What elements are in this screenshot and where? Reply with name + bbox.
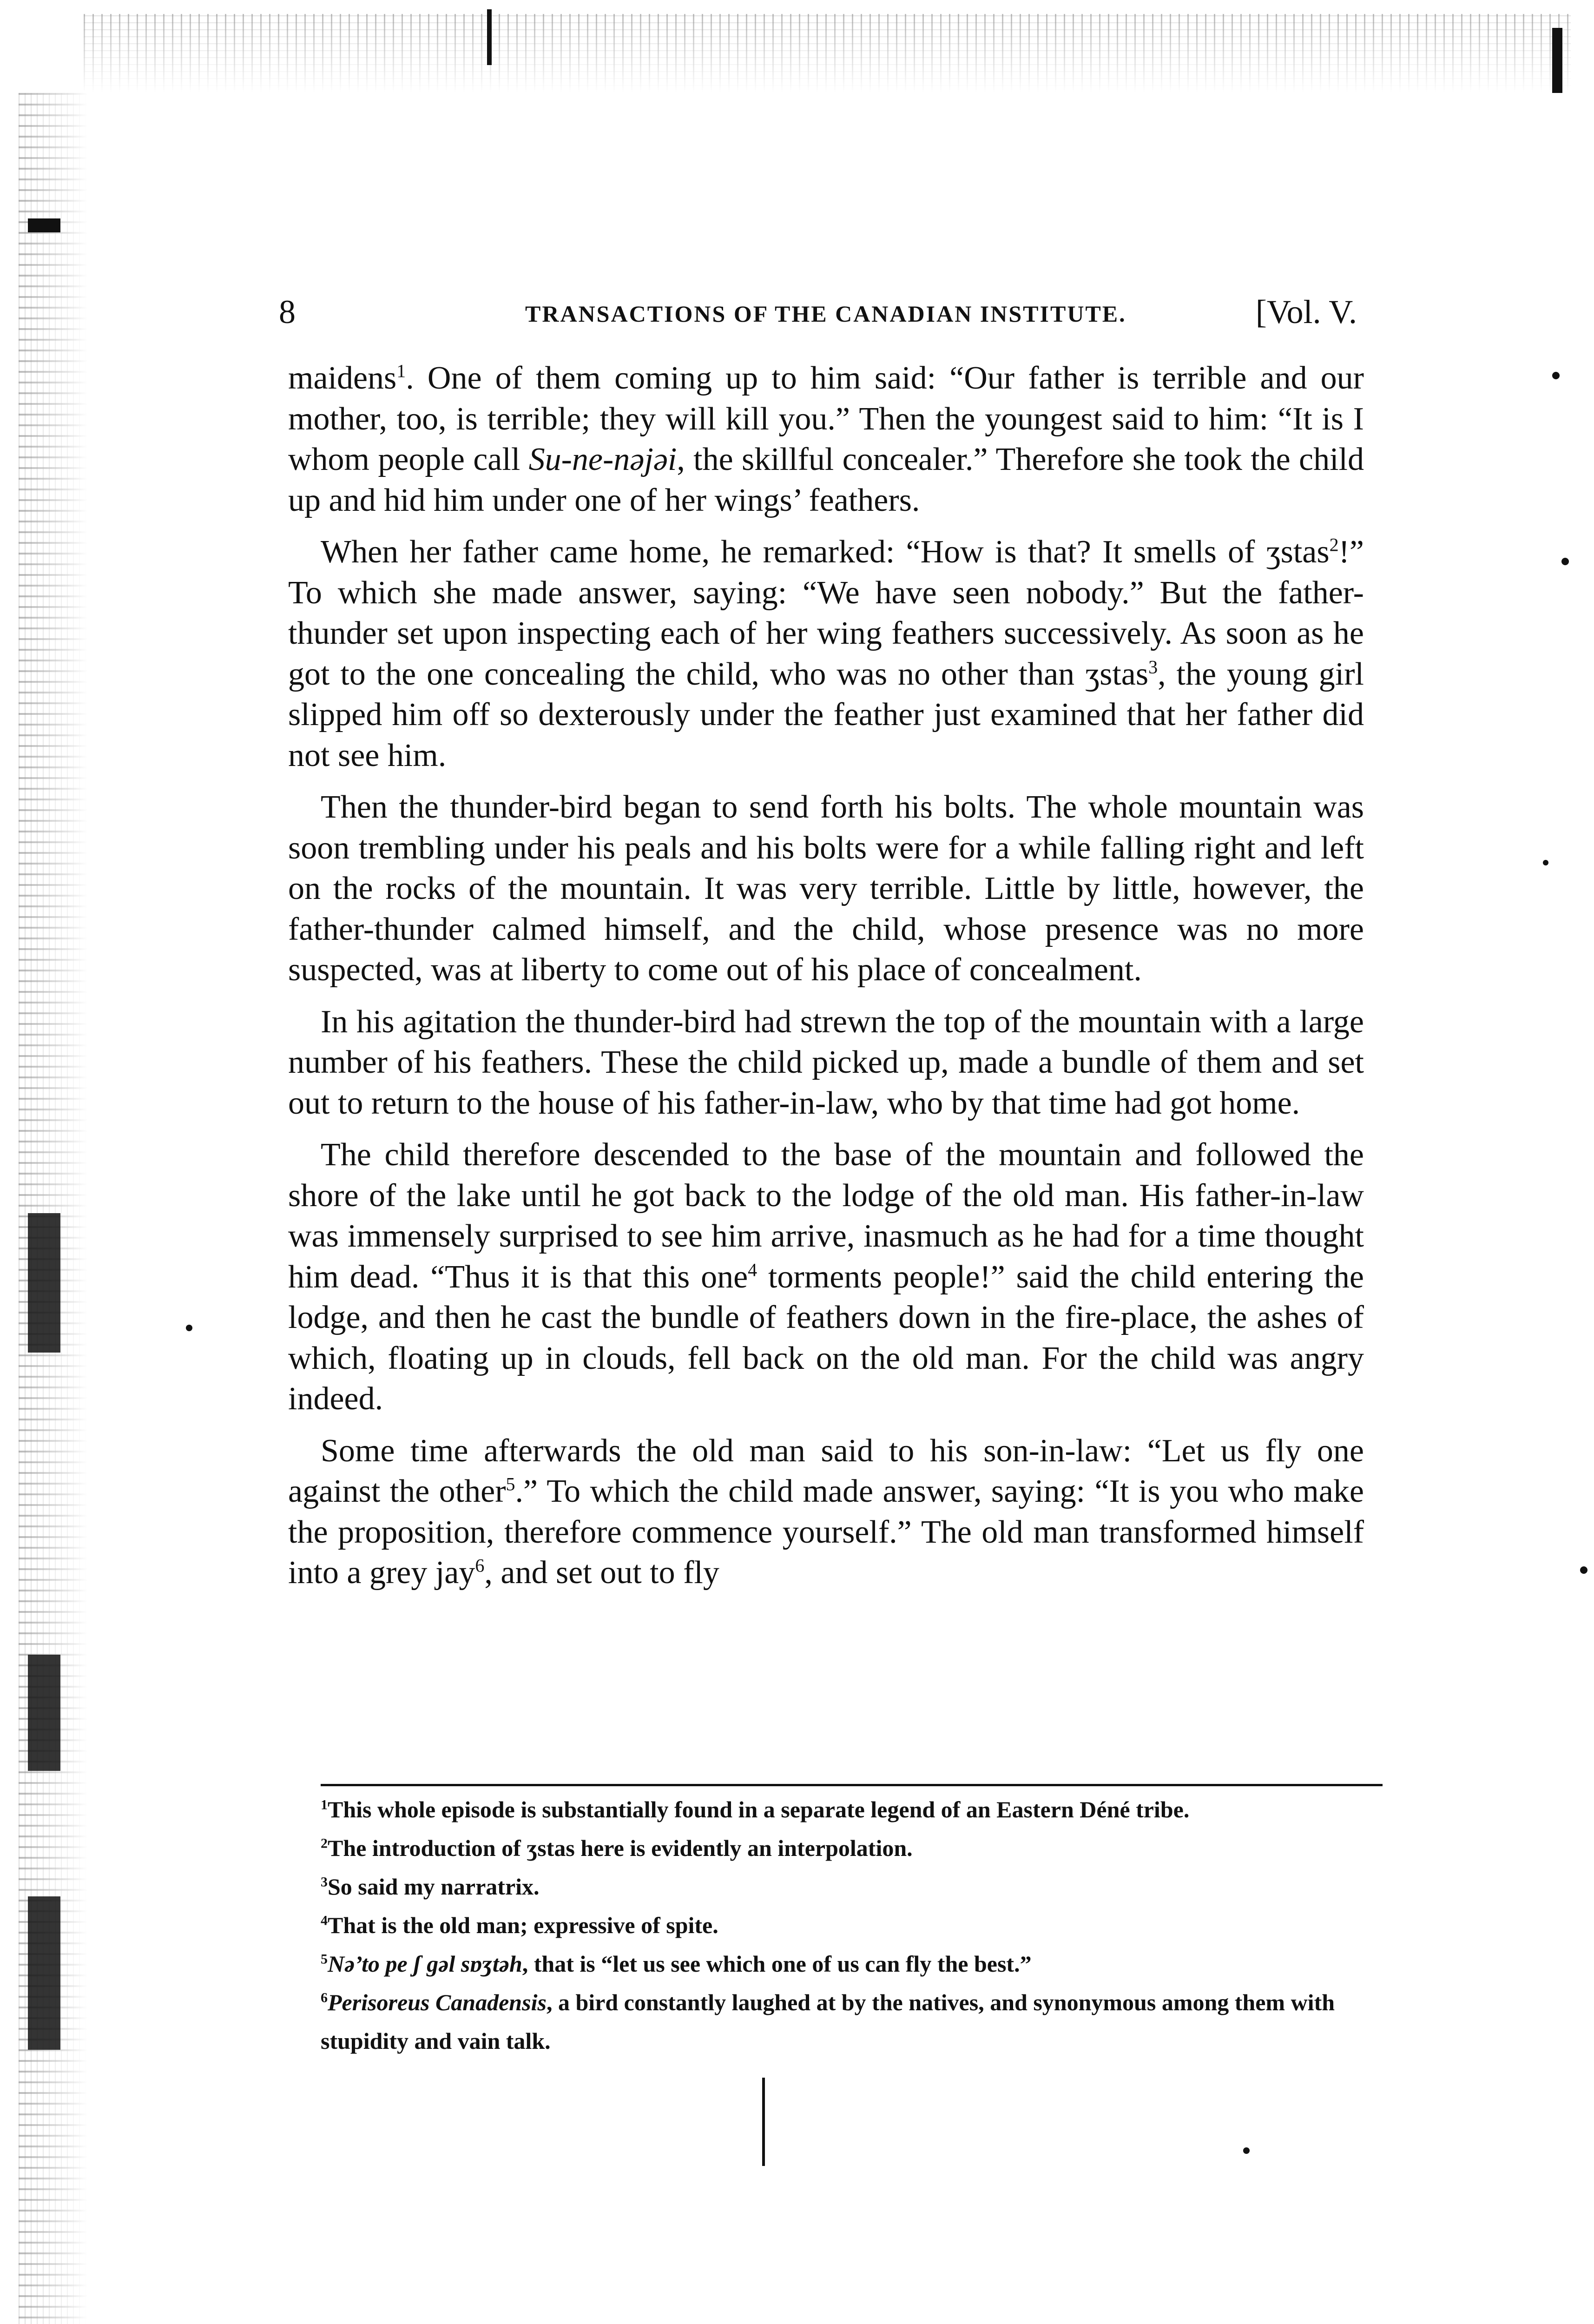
stray-dot [1243, 2147, 1250, 2154]
footnote [321, 1906, 1390, 1945]
scan-mark-left-2 [28, 1655, 60, 1771]
footnote-ref: 1 [396, 360, 406, 382]
footnote-italic: Perisoreus Canadensis [328, 1989, 547, 2015]
footnotes [321, 1790, 1390, 2060]
footnote-text: , that is “let us see which one of us can fly the best.” [522, 1951, 1032, 1977]
running-title: TRANSACTIONS OF THE CANADIAN INSTITUTE. [525, 301, 1126, 327]
paragraph [288, 1002, 1364, 1124]
text-run: . One of them coming up to him said: “Our father is terrible and our mother, too, is terrible; they will kill you.” Then the youngest said to him: “It is I whom people call [288, 360, 1364, 477]
scan-mark-left-1 [28, 1213, 60, 1353]
footnote-number: 3 [321, 1874, 328, 1890]
stray-dot [1580, 1566, 1587, 1574]
scan-mark-bottom-line [762, 2078, 765, 2166]
text-run: When her father came home, he remarked: “How is that? It smells of ʒstas [321, 534, 1330, 570]
footnote [321, 1983, 1390, 2060]
paragraph [288, 1135, 1364, 1419]
footnote-number: 5 [321, 1951, 328, 1967]
body-text [288, 358, 1364, 1604]
stray-dot [1543, 860, 1548, 865]
scan-mark-right-edge [1552, 28, 1562, 93]
text-run: , and set out to fly [484, 1555, 719, 1591]
footnote-text: This whole episode is substantially found in a separate legend of an Eastern Déné tribe. [328, 1796, 1190, 1822]
page-header [274, 288, 1357, 339]
footnote-number: 2 [321, 1835, 328, 1851]
footnote-text: That is the old man; expressive of spite. [328, 1912, 718, 1938]
footnote [321, 1790, 1390, 1829]
text-run: torments people!” said the child entering the lodge, and then he cast the bundle of feathers down in the fire-place, the ashes of which, floating up in clouds, fell back on the old man. For the child was angry indeed. [288, 1259, 1364, 1417]
volume-label: [Vol. V. [1255, 293, 1357, 330]
stray-dot [186, 1325, 192, 1331]
paragraph [288, 358, 1364, 521]
text-run: !” To which she made answer, saying: “We have seen nobody.” But the father-thunder set upon inspecting each of her wing feathers successively. As soon as he got to the one concealing the child, who was no other than ʒstas [288, 534, 1364, 692]
text-run: .” To which the child made answer, saying: “It is you who make the proposition, therefore commence yourself.” The old man transformed himself into a grey jay [288, 1473, 1364, 1591]
scan-mark-top-line [487, 9, 492, 65]
footnote-ref: 6 [475, 1555, 485, 1576]
footnote-number: 4 [321, 1913, 328, 1928]
italic-term: Su-ne-nəjəi [528, 442, 677, 477]
footnote-italic: Nə’to pe ʃ gəl sɒʒtəh [328, 1951, 522, 1977]
footnote-text: The introduction of ʒstas here is evidently an interpolation. [328, 1835, 913, 1861]
text-run: maidens [288, 360, 397, 396]
footnote [321, 1868, 1390, 1906]
footnote-text: , a bird constantly laughed at by the natives, and synonymous among them with stupidity and vain talk. [321, 1989, 1335, 2054]
page-number: 8 [279, 293, 296, 330]
footnote-ref: 5 [506, 1473, 515, 1495]
footnote-ref: 4 [748, 1259, 757, 1281]
scan-mark-left-4 [28, 218, 60, 232]
footnote-number: 6 [321, 1990, 328, 2006]
footnote-ref: 2 [1329, 534, 1339, 555]
paragraph [288, 1431, 1364, 1593]
text-run: Some time afterwards the old man said to his son-in-law: “Let us fly one against the other [288, 1433, 1364, 1509]
text-run: Then the thunder-bird began to send forth his bolts. The whole mountain was soon trembling under his peals and his bolts were for a while falling right and left on the rocks of the mountain. It was very terrible. Little by little, however, the father-thunder calmed himself, and the child, whose presence was no more suspected, was at liberty to come out of his place of concealment. [288, 789, 1364, 988]
text-run: , the skillful concealer.” Therefore she took the child up and hid him under one of her wings’ feathers. [288, 442, 1364, 518]
text-run: , the young girl slipped him off so dexterously under the feather just examined that her father did not see him. [288, 656, 1364, 773]
footnote [321, 1829, 1390, 1868]
text-run: In his agitation the thunder-bird had strewn the top of the mountain with a large number of his feathers. These the child picked up, made a bundle of them and set out to return to the house of his father-in-law, who by that time had got home. [288, 1004, 1364, 1121]
footnote [321, 1945, 1390, 1983]
stray-dot [1552, 372, 1560, 379]
scan-noise-top [84, 14, 1571, 93]
paragraph [288, 532, 1364, 776]
footnote-ref: 3 [1148, 656, 1158, 678]
footnote-divider [321, 1784, 1383, 1786]
paragraph [288, 787, 1364, 990]
stray-dot [1561, 558, 1569, 565]
footnote-number: 1 [321, 1797, 328, 1813]
scan-mark-left-3 [28, 1896, 60, 2050]
footnote-text: So said my narratrix. [328, 1874, 540, 1900]
text-run: The child therefore descended to the base of the mountain and followed the shore of the lake until he got back to the lodge of the old man. His father-in-law was immensely surprised to see him arrive, inasmuch as he had for a time thought him dead. “Thus it is that this one [288, 1137, 1364, 1295]
